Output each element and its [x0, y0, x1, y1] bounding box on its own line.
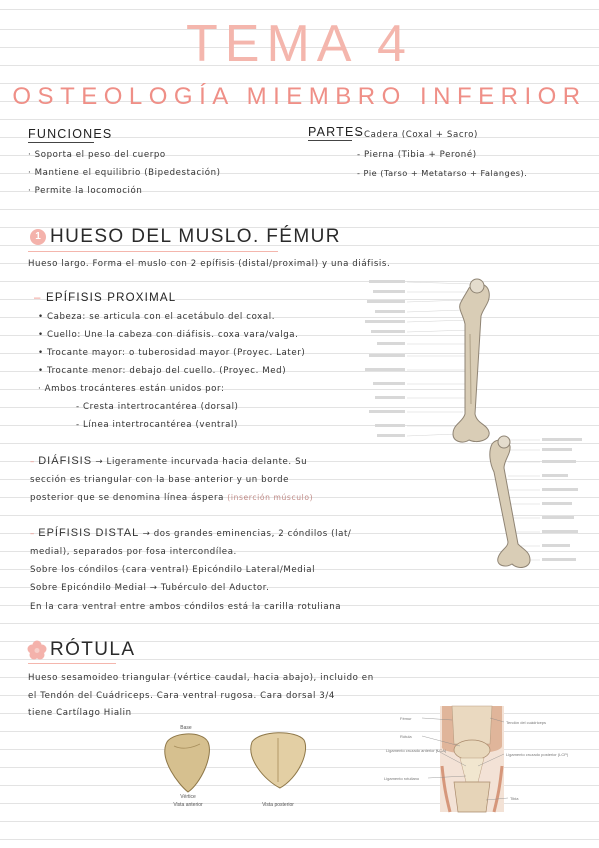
femur-bone-shape [490, 436, 530, 567]
partes-heading: PARTES [308, 125, 365, 139]
patella-views-illustration [148, 722, 323, 808]
proximal-subitem: - Línea intertrocantérea (ventral) [76, 420, 238, 430]
label-placeholders [542, 438, 582, 561]
rotula-title-underline [28, 663, 116, 664]
proximal-subitem: - Cresta intertrocantérea (dorsal) [76, 402, 239, 412]
distal-text: En la cara ventral entre ambos cóndilos está la carilla rotuliana [30, 602, 342, 612]
distal-text: Sobre Epicóndilo Medial → Tubérculo del Aductor. [30, 583, 270, 593]
label-lcp: Ligamento cruzado posterior (LCP) [506, 752, 569, 757]
diafisis-note: (inserción músculo) [227, 493, 314, 502]
label-base-anterior: Base [180, 725, 192, 731]
page-title: TEMA 4 [186, 15, 413, 73]
rotula-text: tiene Cartílago Hialin [28, 708, 132, 718]
page-subtitle: OSTEOLOGÍA MIEMBRO INFERIOR [12, 83, 587, 110]
partes-item: - Pie (Tarso + Metatarso + Falanges). [357, 168, 528, 178]
rotula-section-title: RÓTULA [50, 639, 136, 660]
label-apex: Vértice [180, 794, 196, 800]
section-number-badge: 1 [30, 229, 46, 245]
patella-posterior-view [251, 733, 306, 808]
femur-anterior-illustration [365, 274, 505, 444]
dash-marker: – [30, 529, 39, 539]
proximal-item: • Trocante mayor: o tuberosidad mayor (Proyec. Later) [38, 348, 306, 358]
dash-marker: – [34, 292, 46, 304]
partes-item: - Pierna (Tibia + Peroné) [357, 150, 477, 160]
label-placeholders [365, 280, 405, 437]
label-tibia: Tibia [510, 796, 519, 801]
rotula-text: Hueso sesamoideo triangular (vértice caudal, hacia abajo), incluido en [28, 673, 374, 683]
knee-joint-illustration [380, 706, 569, 814]
label-femur: Fémur [400, 716, 412, 721]
femur-section-title: HUESO DEL MUSLO. FÉMUR [50, 226, 341, 247]
label-lig-rotuliano: Ligamento rotuliano [384, 776, 420, 781]
proximal-item: • Trocante menor: debajo del cuello. (Proyec. Med) [38, 366, 287, 376]
epifisis-proximal-label: EPÍFISIS PROXIMAL [46, 292, 177, 304]
funciones-item: · Soporta el peso del cuerpo [28, 150, 166, 160]
distal-text: medial), separados por fosa intercondílea. [30, 547, 237, 557]
patella-anterior-view [165, 725, 210, 808]
diafisis-text-line [30, 492, 313, 504]
femur-title-underline [28, 251, 278, 252]
diafisis-text: posterior que se denomina línea áspera [30, 493, 224, 503]
caption-posterior-view: Vista posterior [262, 802, 294, 808]
caption-anterior-view: Vista anterior [173, 802, 203, 808]
proximal-item: · Ambos trocánteres están unidos por: [38, 384, 225, 394]
diafisis-text: sección es triangular con la base anterior y un borde [30, 475, 290, 485]
flower-icon [27, 640, 47, 660]
diafisis-heading: DIÁFISIS [38, 455, 93, 467]
label-tendon: Tendón del cuádriceps [506, 720, 547, 725]
proximal-item: • Cabeza: se articula con el acetábulo del coxal. [38, 312, 276, 322]
dash-marker: – [30, 457, 39, 467]
label-rotula: Rótula [400, 734, 412, 739]
partes-item: - Cadera (Coxal + Sacro) [357, 130, 478, 140]
distal-line [30, 527, 351, 540]
partes-underline [308, 140, 352, 141]
distal-heading: EPÍFISIS DISTAL [38, 527, 140, 539]
femur-intro: Hueso largo. Forma el muslo con 2 epífisis (distal/proximal) y una diáfisis. [28, 259, 391, 269]
funciones-underline [28, 142, 94, 143]
distal-text: Sobre los cóndilos (cara ventral) Epicóndilo Lateral/Medial [30, 565, 316, 575]
label-lca: Ligamento cruzado anterior (LCA) [386, 748, 447, 753]
funciones-item: · Permite la locomoción [28, 186, 143, 196]
femur-bone-shape [453, 279, 489, 442]
rotula-text: el Tendón del Cuádriceps. Cara ventral rugosa. Cara dorsal 3/4 [28, 691, 335, 701]
diafisis-line [30, 455, 307, 468]
diafisis-text: → Ligeramente incurvada hacia delante. Su [95, 457, 308, 467]
proximal-item: • Cuello: Une la cabeza con diáfisis. coxa vara/valga. [38, 330, 299, 340]
funciones-heading: FUNCIONES [28, 127, 113, 141]
epifisis-proximal-heading [34, 291, 176, 305]
femur-posterior-illustration [478, 432, 588, 570]
funciones-item: · Mantiene el equilibrio (Bipedestación) [28, 168, 221, 178]
distal-text: → dos grandes eminencias, 2 cóndilos (lat/ [142, 529, 352, 539]
